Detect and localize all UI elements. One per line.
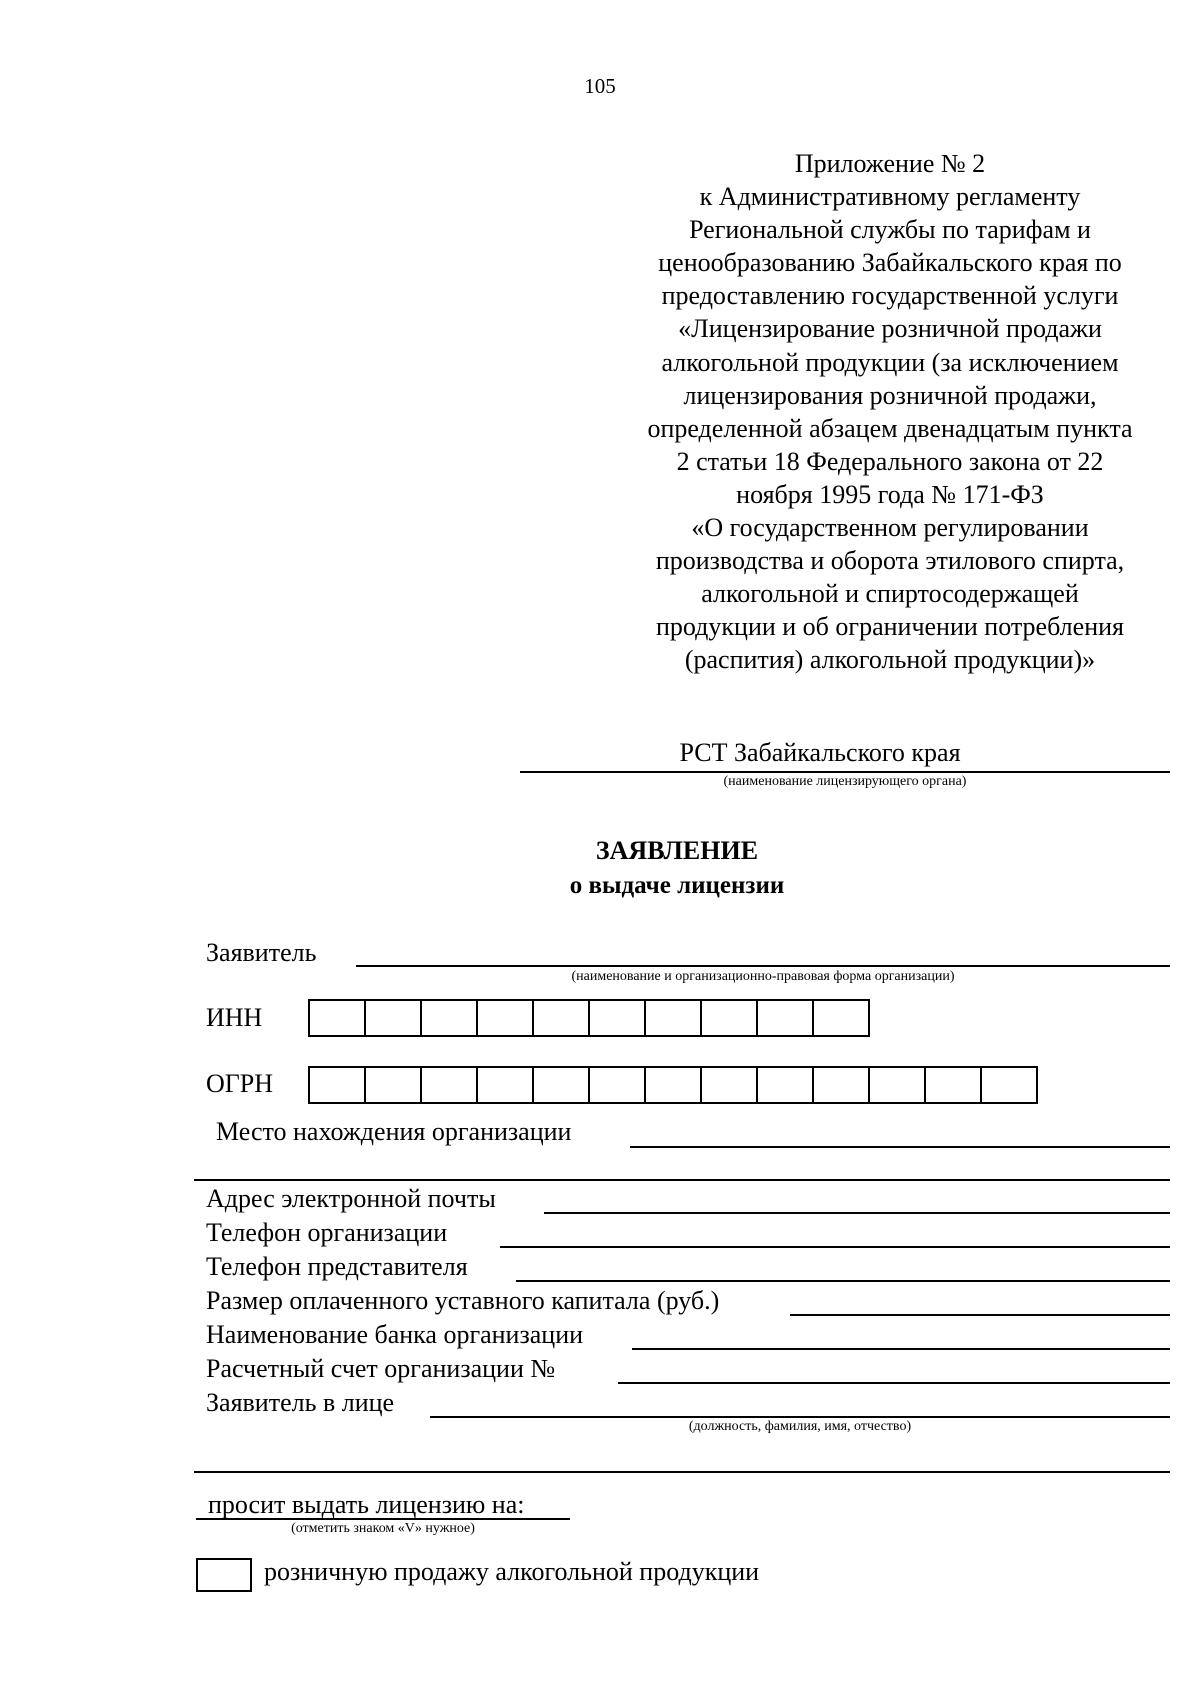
appendix-line: определенной абзацем двенадцатым пункта: [647, 413, 1133, 443]
page-number: 105: [584, 74, 616, 98]
licensing-authority-line: [520, 771, 1170, 773]
ogrn-digit-cell[interactable]: [422, 1068, 478, 1102]
licensing-authority-hint: (наименование лицензирующего органа): [723, 774, 967, 789]
appendix-line: продукции и об ограничении потребления: [656, 612, 1124, 642]
inn-label: ИНН: [206, 1003, 263, 1032]
ogrn-digit-cell[interactable]: [590, 1068, 646, 1102]
ogrn-digit-cell[interactable]: [758, 1068, 814, 1102]
inn-digit-cell[interactable]: [646, 1001, 702, 1035]
inn-field[interactable]: [308, 999, 870, 1037]
applicant-label: Заявитель: [206, 938, 317, 967]
ogrn-digit-cell[interactable]: [870, 1068, 926, 1102]
ogrn-digit-cell[interactable]: [646, 1068, 702, 1102]
rep-phone-label: Телефон представителя: [206, 1252, 468, 1281]
ogrn-digit-cell[interactable]: [926, 1068, 982, 1102]
capital-label: Размер оплаченного уставного капитала (руб.): [206, 1286, 720, 1315]
document-subtitle: о выдаче лицензии: [569, 872, 785, 899]
location-label: Место нахождения организации: [216, 1117, 572, 1146]
ogrn-field[interactable]: [308, 1066, 1038, 1104]
inn-digit-cell[interactable]: [758, 1001, 814, 1035]
appendix-line: «Лицензирование розничной продажи: [678, 314, 1102, 344]
appendix-line: алкогольной продукции (за исключением: [661, 347, 1119, 377]
inn-digit-cell[interactable]: [534, 1001, 590, 1035]
ogrn-digit-cell[interactable]: [310, 1068, 366, 1102]
appendix-line: 2 статьи 18 Федерального закона от 22: [676, 446, 1104, 476]
bank-label: Наименование банка организации: [206, 1320, 584, 1349]
inn-digit-cell[interactable]: [310, 1001, 366, 1035]
appendix-line: производства и оборота этилового спирта,: [655, 546, 1125, 576]
ogrn-digit-cell[interactable]: [702, 1068, 758, 1102]
representative-field[interactable]: [430, 1416, 1170, 1418]
email-field[interactable]: [544, 1212, 1170, 1214]
appendix-line: алкогольной и спиртосодержащей: [701, 579, 1079, 609]
appendix-line: ценообразованию Забайкальского края по: [658, 248, 1122, 278]
org-phone-label: Телефон организации: [206, 1218, 448, 1247]
document-title: ЗАЯВЛЕНИЕ: [595, 836, 759, 865]
location-field-continued[interactable]: [194, 1179, 1170, 1181]
inn-digit-cell[interactable]: [366, 1001, 422, 1035]
rep-phone-field[interactable]: [516, 1280, 1170, 1282]
appendix-line: предоставлению государственной услуги: [661, 281, 1119, 311]
bank-field[interactable]: [632, 1348, 1170, 1350]
representative-hint: (должность, фамилия, имя, отчество): [688, 1419, 912, 1434]
applicant-field[interactable]: [356, 965, 1170, 967]
applicant-hint: (наименование и организационно-правовая форма организации): [571, 969, 955, 984]
request-hint: (отметить знаком «V» нужное): [291, 1521, 475, 1536]
ogrn-digit-cell[interactable]: [478, 1068, 534, 1102]
inn-digit-cell[interactable]: [814, 1001, 870, 1035]
inn-digit-cell[interactable]: [478, 1001, 534, 1035]
representative-field-continued[interactable]: [194, 1471, 1170, 1473]
account-field[interactable]: [618, 1382, 1170, 1384]
capital-field[interactable]: [790, 1314, 1170, 1316]
appendix-header: [600, 147, 1180, 677]
email-label: Адрес электронной почты: [206, 1184, 496, 1213]
retail-sale-label: розничную продажу алкогольной продукции: [264, 1557, 760, 1586]
appendix-line: лицензирования розничной продажи,: [683, 380, 1097, 410]
inn-digit-cell[interactable]: [702, 1001, 758, 1035]
retail-sale-checkbox[interactable]: [196, 1558, 252, 1592]
ogrn-digit-cell[interactable]: [534, 1068, 590, 1102]
licensing-authority-value: РСТ Забайкальского края: [679, 738, 961, 767]
representative-label: Заявитель в лице: [206, 1388, 395, 1417]
account-label: Расчетный счет организации №: [206, 1354, 556, 1383]
inn-digit-cell[interactable]: [590, 1001, 646, 1035]
appendix-line: «О государственном регулировании: [691, 513, 1089, 543]
inn-digit-cell[interactable]: [422, 1001, 478, 1035]
org-phone-field[interactable]: [500, 1246, 1170, 1248]
appendix-line: Региональной службы по тарифам и: [689, 215, 1091, 245]
ogrn-digit-cell[interactable]: [982, 1068, 1038, 1102]
appendix-line: (распития) алкогольной продукции)»: [684, 645, 1096, 675]
location-field[interactable]: [630, 1146, 1170, 1148]
ogrn-label: ОГРН: [206, 1069, 274, 1098]
request-label-underline: [196, 1518, 570, 1520]
ogrn-digit-cell[interactable]: [366, 1068, 422, 1102]
request-label: просит выдать лицензию на:: [208, 1490, 525, 1519]
ogrn-digit-cell[interactable]: [814, 1068, 870, 1102]
appendix-line: к Административному регламенту: [699, 182, 1081, 212]
appendix-line: ноября 1995 года № 171-ФЗ: [736, 479, 1044, 509]
appendix-line: Приложение № 2: [794, 149, 986, 178]
